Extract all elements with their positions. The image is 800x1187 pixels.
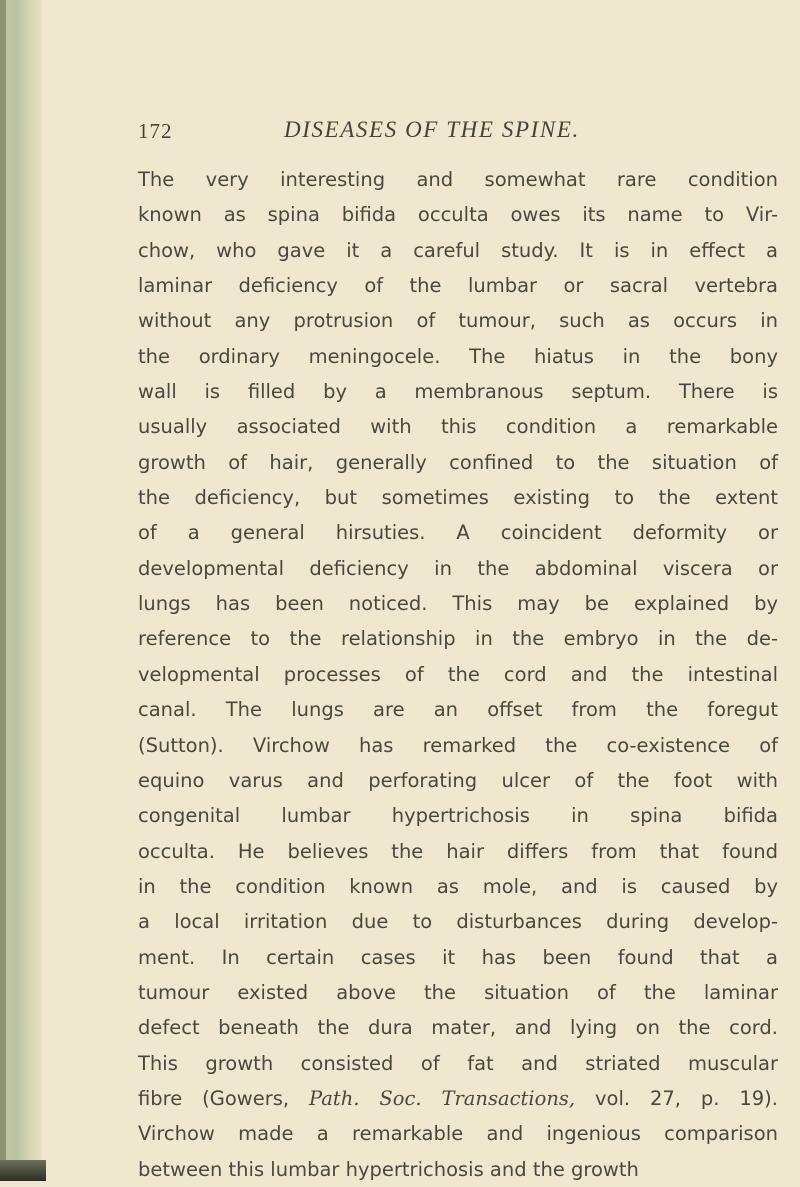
line-text: tumour existed above the situation of the laminar bbox=[138, 980, 778, 1004]
body-text bbox=[138, 162, 778, 1187]
text-line bbox=[138, 445, 778, 480]
line-text: defect beneath the dura mater, and lying on the cord. bbox=[138, 1016, 778, 1040]
text-line bbox=[138, 975, 778, 1010]
line-text: congenital lumbar hypertrichosis in spina bifida bbox=[138, 804, 778, 828]
line-text: developmental deficiency in the abdominal viscera or bbox=[138, 556, 778, 580]
line-text: canal. The lungs are an offset from the foregut bbox=[138, 698, 778, 722]
text-line bbox=[138, 1152, 778, 1187]
page-number: 172 bbox=[138, 119, 173, 143]
line-text: velopmental processes of the cord and the intestinal bbox=[138, 662, 778, 686]
line-text: in the condition known as mole, and is caused by bbox=[138, 874, 778, 898]
line-text: known as spina bifida occulta owes its name to Vir- bbox=[138, 203, 778, 227]
line-text: a local irritation due to disturbances during develop- bbox=[138, 910, 778, 934]
binding-shadow bbox=[0, 0, 6, 1181]
text-line bbox=[138, 1046, 778, 1081]
text-line bbox=[138, 480, 778, 515]
text-line bbox=[138, 834, 778, 869]
text-line bbox=[138, 409, 778, 444]
text-line bbox=[138, 233, 778, 268]
text-line bbox=[138, 904, 778, 939]
line-text: equino varus and perforating ulcer of the foot with bbox=[138, 768, 778, 792]
text-line bbox=[138, 798, 778, 833]
citation-italic: Path. Soc. Transactions, bbox=[309, 1086, 576, 1110]
line-text: reference to the relationship in the embryo in the de- bbox=[138, 627, 778, 651]
text-line bbox=[138, 657, 778, 692]
text-line bbox=[138, 763, 778, 798]
line-text: fibre (Gowers, bbox=[138, 1086, 309, 1110]
line-text: the deficiency, but sometimes existing to the extent bbox=[138, 486, 778, 510]
text-line bbox=[138, 303, 778, 338]
text-line bbox=[138, 1116, 778, 1151]
line-text-after: vol. 27, p. 19). bbox=[575, 1086, 778, 1110]
text-line bbox=[138, 374, 778, 409]
text-line bbox=[138, 162, 778, 197]
running-head bbox=[138, 117, 698, 145]
line-text: The very interesting and somewhat rare condition bbox=[138, 168, 778, 191]
line-text: laminar deficiency of the lumbar or sacral vertebra bbox=[138, 274, 778, 298]
text-line bbox=[138, 692, 778, 727]
line-text: without any protrusion of tumour, such as occurs in bbox=[138, 309, 778, 333]
text-line bbox=[138, 728, 778, 763]
binding-gutter bbox=[0, 0, 42, 1181]
text-line bbox=[138, 515, 778, 550]
text-line bbox=[138, 869, 778, 904]
line-text: occulta. He believes the hair differs from that found bbox=[138, 839, 778, 863]
text-line bbox=[138, 940, 778, 975]
line-text: Virchow made a remarkable and ingenious comparison bbox=[138, 1122, 778, 1146]
text-line bbox=[138, 621, 778, 656]
line-text: This growth consisted of fat and striated muscular bbox=[138, 1051, 778, 1075]
running-title: DISEASES OF THE SPINE. bbox=[284, 117, 580, 142]
text-line bbox=[138, 1081, 778, 1116]
text-line bbox=[138, 197, 778, 232]
line-text: chow, who gave it a careful study. It is in effect a bbox=[138, 238, 778, 262]
line-text: of a general hirsuties. A coincident deformity or bbox=[138, 521, 778, 545]
text-line bbox=[138, 1010, 778, 1045]
binding-foot bbox=[0, 1160, 46, 1181]
text-line bbox=[138, 339, 778, 374]
line-text: ment. In certain cases it has been found that a bbox=[138, 945, 778, 969]
line-text: the ordinary meningocele. The hiatus in the bony bbox=[138, 344, 778, 368]
line-text: lungs has been noticed. This may be explained by bbox=[138, 592, 778, 616]
line-text: wall is filled by a membranous septum. There is bbox=[138, 380, 778, 404]
line-text: (Sutton). Virchow has remarked the co-existence of bbox=[138, 733, 778, 757]
line-text: between this lumbar hypertrichosis and the growth bbox=[138, 1157, 639, 1181]
text-line bbox=[138, 268, 778, 303]
line-text: growth of hair, generally confined to the situation of bbox=[138, 450, 778, 474]
line-text: usually associated with this condition a remarkable bbox=[138, 415, 778, 439]
text-line bbox=[138, 586, 778, 621]
text-line bbox=[138, 551, 778, 586]
